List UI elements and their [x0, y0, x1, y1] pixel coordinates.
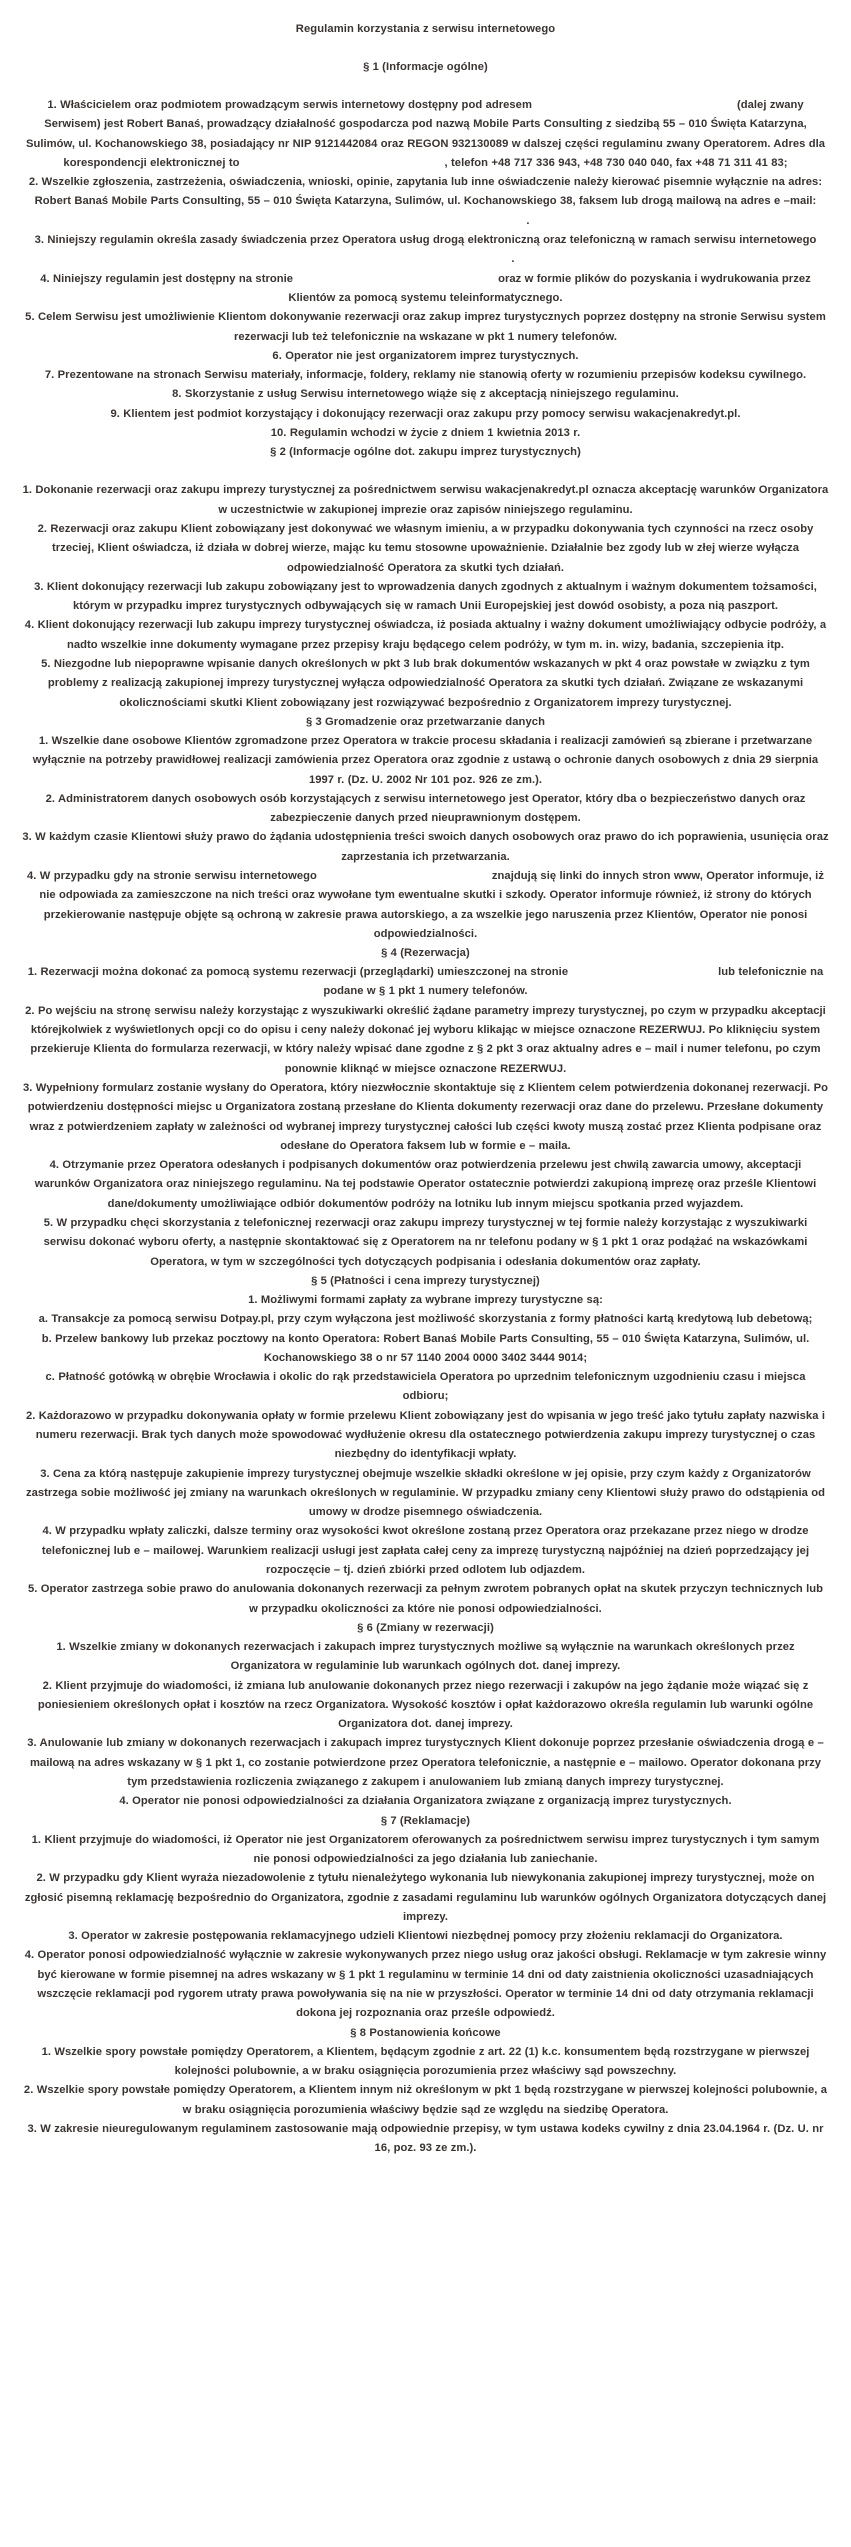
paragraph	[22, 231, 829, 270]
paragraph: 2. Administratorem danych osobowych osób korzystających z serwisu internetowego jest Operator, który dba o bezpieczeństwo danych oraz zabezpieczenie danych przed nieuprawnionym dostępem.	[45, 792, 806, 825]
section-body-3	[22, 732, 829, 944]
section-body-7	[22, 1831, 829, 2024]
section-heading-7: § 7 (Reklamacje)	[380, 1814, 471, 1827]
paragraph: 4. Operator ponosi odpowiedzialność wyłącznie w zakresie wykonywanych przez niego usług oraz jakości obsługi. Reklamacje w tym zakresie winny być kierowane w formie pisemnej na adres wskazany w § 1 pkt 1 regulaminu w terminie 14 dni od daty zaistnienia okoliczności uzasadniających wszczęcie reklamacji pod rygorem utraty prawa powoływania się na nie w przyszłości. Operator w terminie 14 dni od daty otrzymania reklamacji dokona jej rozpoznania oraz prześle odpowiedź.	[24, 1949, 827, 2020]
paragraph-text: 1. Rezerwacji można dokonać za pomocą systemu rezerwacji (przeglądarki) umieszczonej na stronie	[27, 966, 569, 979]
paragraph	[22, 270, 829, 309]
paragraph-text: , telefon +48 717 336 943, +48 730 040 040, fax +48 71 311 41 83;	[444, 156, 788, 169]
paragraph: 3. Cena za którą następuje zakupienie imprezy turystycznej obejmuje wszelkie składki określone w jej opisie, przy czym każdy z Organizatorów zastrzega sobie możliwość jej zmiany na warunkach określonych w regulaminie. W przypadku zmiany ceny Klientowi służy prawo do odstąpienia od umowy w drodze pisemnego oświadczenia.	[25, 1467, 826, 1519]
paragraph: 3. Wypełniony formularz zostanie wysłany do Operatora, który niezwłocznie skontaktuje się z Klientem celem potwierdzenia dokonanej rezerwacji. Po potwierdzeniu dostępności miejsc u Organizatora zostaną przesłane do Klienta dokumenty rezerwacji oraz dane do przelewu. Przesłane dokumenty wraz z potwierdzeniem zapłaty w zależności od wybranej imprezy turystycznej całości lub części kwoty muszą zostać przez Klienta podpisane oraz odesłane do Operatora faksem lub w formie e – maila.	[23, 1081, 828, 1152]
paragraph: a. Transakcje za pomocą serwisu Dotpay.pl, przy czym wyłączona jest możliwość skorzystania z formy płatności kartą kredytową lub debetową;	[38, 1313, 813, 1326]
paragraph	[22, 963, 829, 1002]
paragraph: 3. Anulowanie lub zmiany w dokonanych rezerwacjach i zakupach imprez turystycznych Klient dokonuje poprzez przesłanie oświadczenia drogą e – mailową na adres wskazany w § 1 pkt 1, co zostanie potwierdzone przez Operatora telefonicznie, a następnie e – mailowo. Operator dokonana przy tym przedstawienia rozliczenia związanego z zakupem i anulowaniem lub zmianą danych imprezy turystycznej.	[27, 1737, 824, 1789]
section-heading-5: § 5 (Płatności i cena imprezy turystycznej)	[311, 1274, 540, 1287]
paragraph: 2. Każdorazowo w przypadku dokonywania opłaty w formie przelewu Klient zobowiązany jest do wpisania w jego treść jako tytułu zapłaty nazwiska i numeru rezerwacji. Brak tych danych może spowodować wydłużenie okresu dla ostatecznego potwierdzenia zakupu imprezy turystycznej o czas niezbędny do identyfikacji wpłaty.	[26, 1409, 825, 1461]
section-body-1	[22, 96, 829, 443]
paragraph-text: lub telefonicznie na podane w § 1 pkt 1 numery telefonów.	[323, 966, 824, 998]
paragraph: 5. W przypadku chęci skorzystania z telefonicznej rezerwacji oraz zakupu imprezy turystycznej w tej formie należy korzystając z wyszukiwarki serwisu dokonać wyboru oferty, a następnie skontaktować się z Operatorem na nr telefonu podany w § 1 pkt 1 oraz podążać na wskazówkami Operatora, w tym w szczególności tych dotyczących podpisania i odesłania dokumentów oraz zapłaty.	[43, 1217, 808, 1268]
paragraph: 4. Operator nie ponosi odpowiedzialności za działania Organizatora związane z organizacją imprez turystycznych.	[119, 1795, 732, 1808]
paragraph-text: 4. Niniejszy regulamin jest dostępny na stronie	[40, 272, 294, 285]
paragraph-text: 2. Wszelkie zgłoszenia, zastrzeżenia, oświadczenia, wnioski, opinie, zapytania lub inne oświadczenie należy kierować pisemnie wyłącznie na adres: Robert Banaś Mobile Parts Consulting, 55 – 010 Święta Katarzyna, Sulimów, ul. Kochanowskiego 38, faksem lub drogą mailową na adres e –mail:	[28, 176, 823, 208]
section-heading-6: § 6 (Zmiany w rezerwacji)	[357, 1621, 494, 1634]
paragraph: 5. Operator zastrzega sobie prawo do anulowania dokonanych rezerwacji za pełnym zwrotem pobranych opłat na skutek przyczyn technicznych lub w przypadku okoliczności za które nie ponosi odpowiedzialności.	[27, 1583, 824, 1615]
paragraph	[22, 96, 829, 173]
section-body-4	[22, 963, 829, 1272]
paragraph: 2. W przypadku gdy Klient wyraża niezadowolenie z tytułu nienależytego wykonania lub niewykonania zakupionej imprezy turystycznej, może on zgłosić pisemną reklamację bezpośrednio do Organizatora, zgodnie z zasadami regulaminu lub warunków ogólnych Organizatora dotyczących danej imprezy.	[24, 1872, 827, 1923]
paragraph-text: 1. Właścicielem oraz podmiotem prowadzącym serwis internetowy dostępny pod adresem	[47, 99, 532, 111]
section-heading-8: § 8 Postanowienia końcowe	[350, 2026, 501, 2039]
section-body-2	[22, 481, 829, 713]
paragraph: 5. Niezgodne lub niepoprawne wpisanie danych określonych w pkt 3 lub brak dokumentów wskazanych w pkt 4 oraz powstałe w związku z tym problemy z realizacją zakupionej imprezy turystycznej wyłącza odpowiedzialność Operatora za skutki tych działań. Związane ze wskazanymi okolicznościami skutki Klient zobowiązany jest rozwiązywać bezpośrednio z Organizatorem imprezy turystycznej.	[41, 658, 810, 709]
paragraph: 1. Wszelkie zmiany w dokonanych rezerwacjach i zakupach imprez turystycznych możliwe są wyłącznie na warunkach określonych przez Organizatora w regulaminie lub warunkach ogólnych dot. danej imprezy.	[56, 1640, 795, 1673]
paragraph: 1. Możliwymi formami zapłaty za wybrane imprezy turystyczne są:	[248, 1293, 603, 1306]
paragraph: 7. Prezentowane na stronach Serwisu materiały, informacje, foldery, reklamy nie stanowią oferty w rozumieniu przepisów kodeksu cywilnego.	[44, 369, 807, 382]
paragraph: 4. Otrzymanie przez Operatora odesłanych i podpisanych dokumentów oraz potwierdzenia przelewu jest chwilą zawarcia umowy, akceptacji warunków Organizatora oraz niniejszego regulaminu. Na tej podstawie Operator ostatecznie potwierdzi zakupioną imprezę oraz prześle Klientowi dane/dokumenty umożliwiające odbiór dokumentów podróży na lotniku lub innym miejscu spotkania przed wyjazdem.	[34, 1159, 817, 1210]
paragraph: 1. Wszelkie spory powstałe pomiędzy Operatorem, a Klientem, będącym zgodnie z art. 22 (1) k.c. konsumentem będą rozstrzygane w pierwszej kolejności polubownie, a w braku osiągnięcia porozumienia przez właściwy sąd powszechny.	[41, 2045, 810, 2077]
section-body-5	[22, 1291, 829, 1619]
paragraph: 3. W zakresie nieuregulowanym regulaminem zastosowanie mają odpowiednie przepisy, w tym ustawa kodeks cywilny z dnia 23.04.1964 r. (Dz. U. nr 16, poz. 93 ze zm.).	[27, 2122, 824, 2155]
section-heading-1: § 1 (Informacje ogólne)	[363, 61, 488, 73]
paragraph: 1. Dokonanie rezerwacji oraz zakupu imprezy turystycznej za pośrednictwem serwisu wakacjenakredyt.pl oznacza akceptację warunków Organizatora w uczestnictwie w zakupionej imprezie oraz zapisów niniejszego regulaminu.	[22, 484, 829, 516]
paragraph: 3. Klient dokonujący rezerwacji lub zakupu zobowiązany jest to wprowadzenia danych zgodnych z aktualnym i ważnym dokumentem tożsamości, którym w przypadku imprez turystycznych odbywających się w ramach Unii Europejskiej jest dowód osobisty, a poza nią paszport.	[34, 580, 817, 613]
paragraph: 2. Po wejściu na stronę serwisu należy korzystając z wyszukiwarki określić żądane parametry imprezy turystycznej, po czym w przypadku akceptacji którejkolwiek z wyświetlonych opcji co do opisu i ceny należy dokonać jej wyboru klikając w miejsce oznaczone REZERWUJ. Po kliknięciu system przekieruje Klienta do formularza rezerwacji, w który należy wpisać dane zgodne z § 2 pkt 3 oraz aktualny adres e – mail i numer telefonu, po czym ponownie kliknąć w miejsce oznaczone REZERWUJ.	[25, 1004, 826, 1075]
paragraph-text: (dalej zwany Serwisem) jest Robert Banaś, prowadzący działalność gospodarcza pod nazwą Mobile Parts Consulting z siedzibą 55 – 010 Święta Katarzyna, Sulimów, ul. Kochanowskiego 38, posiadający nr NIP 9121442084 oraz REGON 932130089 w dalszej części regulaminu zwany Operatorem. Adres dla korespondencji elektronicznej to	[25, 99, 826, 169]
paragraph-text: .	[526, 214, 530, 227]
paragraph: 4. Klient dokonujący rezerwacji lub zakupu imprezy turystycznej oświadcza, iż posiada aktualny i ważny dokument umożliwiający odbycie podróży, a nadto wszelkie inne dokumenty wymagane przez przepisy kraju będącego celem podróży, w tym m. in. wizy, badania, szczepienia itp.	[24, 619, 827, 651]
paragraph: b. Przelew bankowy lub przekaz pocztowy na konto Operatora: Robert Banaś Mobile Parts Consulting, 55 – 010 Święta Katarzyna, Sulimów, ul. Kochanowskiego 38 o nr 57 1140 2004 0000 3402 3444 9014;	[41, 1332, 810, 1364]
paragraph: 3. W każdym czasie Klientowi służy prawo do żądania udostępnienia treści swoich danych osobowych oraz prawo do ich poprawienia, usunięcia oraz zaprzestania ich przetwarzania.	[22, 831, 829, 863]
section-heading-2: § 2 (Informacje ogólne dot. zakupu imprez turystycznych)	[270, 446, 581, 459]
paragraph: c. Płatność gotówką w obrębie Wrocławia i okolic do rąk przedstawiciela Operatora po uprzednim telefonicznym uzgodnieniu czasu i miejsca odbioru;	[45, 1371, 806, 1403]
paragraph: 2. Rezerwacji oraz zakupu Klient zobowiązany jest dokonywać we własnym imieniu, a w przypadku dokonywania tych czynności na rzecz osoby trzeciej, Klient oświadcza, iż działa w dobrej wierze, mając ku temu stosowne upoważnienie. Działalnie bez zgody lub w złej wierze wyłącza odpowiedzialność Operatora za skutki tych działań.	[37, 522, 814, 574]
paragraph: 1. Klient przyjmuje do wiadomości, iż Operator nie jest Organizatorem oferowanych za pośrednictwem serwisu imprez turystycznych i tym samym nie ponosi odpowiedzialności za jego działania lub zaniechanie.	[31, 1833, 820, 1865]
page-title: Regulamin korzystania z serwisu internetowego	[295, 23, 556, 35]
paragraph: 10. Regulamin wchodzi w życie z dniem 1 kwietnia 2013 r.	[270, 427, 581, 440]
paragraph-text: oraz w formie plików do pozyskania i wydrukowania przez Klientów za pomocą systemu teleinformatycznego.	[288, 272, 811, 304]
paragraph	[22, 173, 829, 231]
paragraph: 5. Celem Serwisu jest umożliwienie Klientom dokonywanie rezerwacji oraz zakup imprez turystycznych poprzez dostępny na stronie Serwisu system rezerwacji lub też telefonicznie na wskazane w pkt 1 numery telefonów.	[25, 311, 826, 343]
paragraph: 3. Operator w zakresie postępowania reklamacyjnego udzieli Klientowi niezbędnej pomocy przy złożeniu reklamacji do Organizatora.	[68, 1930, 783, 1943]
paragraph: 4. W przypadku wpłaty zaliczki, dalsze terminy oraz wysokości kwot określone zostaną przez Operatora oraz przekazane przez niego w drodze telefonicznej lub e – mailowej. Warunkiem realizacji usługi jest zapłata całej ceny za imprezę turystyczną najpóźniej na dzień poprzedzający jej rozpoczęcie – tj. dzień zbiórki przed odlotem lub odjazdem.	[41, 1525, 810, 1577]
paragraph: 9. Klientem jest podmiot korzystający i dokonujący rezerwacji oraz zakupu przy pomocy serwisu wakacjenakredyt.pl.	[110, 407, 741, 420]
paragraph-text: .	[511, 253, 515, 266]
section-body-8	[22, 2043, 829, 2159]
paragraph: 8. Skorzystanie z usług Serwisu internetowego wiąże się z akceptacją niniejszego regulaminu.	[172, 388, 679, 401]
paragraph-text: 4. W przypadku gdy na stronie serwisu internetowego	[27, 869, 317, 882]
section-heading-4: § 4 (Rezerwacja)	[381, 947, 470, 960]
paragraph: 2. Klient przyjmuje do wiadomości, iż zmiana lub anulowanie dokonanych przez niego rezerwacji i zakupów na jego żądanie może wiązać się z poniesieniem określonych opłat i kosztów na rzecz Organizatora. Wysokość kosztów i opłat każdorazowo określa regulamin lub warunki ogólne Organizatora dot. danej imprezy.	[37, 1679, 814, 1731]
paragraph	[22, 867, 829, 944]
paragraph-text: 3. Niniejszy regulamin określa zasady świadczenia przez Operatora usług drogą elektroniczną oraz telefoniczną w ramach serwisu internetowego	[34, 234, 817, 247]
paragraph: 1. Wszelkie dane osobowe Klientów zgromadzone przez Operatora w trakcie procesu składania i realizacji zamówień są zbierane i przetwarzane wyłącznie na potrzeby prawidłowej realizacji zamówienia przez Operatora oraz zgodnie z ustawą o ochronie danych osobowych z dnia 29 sierpnia 1997 r. (Dz. U. 2002 Nr 101 poz. 926 ze zm.).	[32, 734, 819, 786]
paragraph-text: znajdują się linki do innych stron www, Operator informuje, iż nie odpowiada za zamieszczone na nich treści oraz wywołane tym ewentualne skutki i szkody. Operator informuje również, iż strony do których przekierowanie następuje objęte są ochroną w zakresie prawa autorskiego, a za wszelkie jego naruszenia przez Klientów, Operator nie ponosi odpowiedzialności.	[39, 869, 824, 940]
section-heading-3: § 3 Gromadzenie oraz przetwarzanie danych	[305, 715, 546, 728]
section-body-6	[22, 1638, 829, 1812]
paragraph: 6. Operator nie jest organizatorem imprez turystycznych.	[272, 349, 579, 362]
paragraph: 2. Wszelkie spory powstałe pomiędzy Operatorem, a Klientem innym niż określonym w pkt 1 będą rozstrzygane w pierwszej kolejności polubownie, a w braku osiągnięcia porozumienia właściwy będzie sąd ze względu na siedzibę Operatora.	[23, 2084, 828, 2116]
